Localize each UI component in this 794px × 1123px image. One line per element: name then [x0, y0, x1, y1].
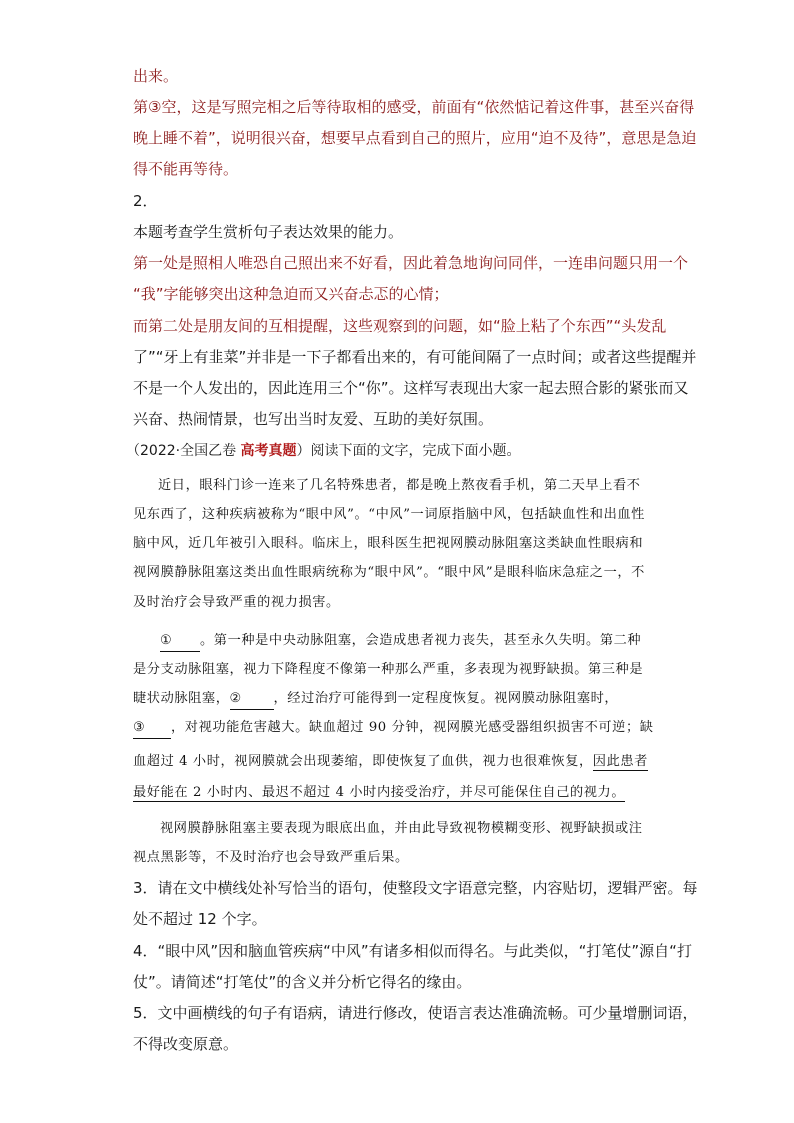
answer-point2-line2: 了”“牙上有韭菜”并非是一下子都看出来的，有可能间隔了一点时间；或者这些提醒并 — [133, 348, 697, 366]
question-3-line2: 处不超过 12 个字。 — [133, 910, 267, 928]
passage-p2-line4: ③ ，对视功能危害越大。缺血超过 90 分钟，视网膜光感受器组织损害不可逆；缺 — [133, 718, 654, 739]
blank-3[interactable]: ③ — [133, 718, 171, 739]
question-source: （2022·全国乙卷 — [126, 443, 237, 459]
passage-p1-line4: 视网膜静脉阻塞这类出血性眼病统称为“眼中风”。“眼中风”是眼科临床急症之一，不 — [133, 565, 645, 580]
answer-blank3-line2: 晚上睡不着”，说明很兴奋，想要早点看到自己的照片，应用“迫不及待”，意思是急迫 — [133, 129, 697, 147]
exam-tag: 高考真题 — [240, 443, 297, 459]
underlined-sentence: 最好能在 2 小时内、最迟不超过 4 小时内接受治疗，并尽可能保住自己的视力。 — [133, 785, 626, 800]
question-3-line1: 3．请在文中横线处补写恰当的语句，使整段文字语意完整，内容贴切，逻辑严密。每 — [133, 879, 698, 897]
answer-blank3-line3: 得不能再等待。 — [133, 160, 239, 178]
passage-p2-line3: 睫状动脉阻塞，② ，经过治疗可能得到一定程度恢复。视网膜动脉阻塞时， — [133, 689, 618, 710]
question-4-line1: 4．“眼中风”因和脑血管疾病“中风”有诸多相似而得名。与此类似，“打笔仗”源自“打 — [133, 942, 692, 960]
question-5-line2: 不得改变原意。 — [133, 1035, 239, 1053]
answer-point2-line4: 兴奋、热闹情景，也写出当时友爱、互助的美好氛围。 — [133, 410, 494, 428]
answer-intro: 本题考查学生赏析句子表达效果的能力。 — [133, 223, 404, 241]
answer-blank3-line1: 第③空，这是写照完相之后等待取相的感受，前面有“依然惦记着这件事，甚至兴奋得 — [133, 98, 695, 116]
passage-p1-line5: 及时治疗会导致严重的视力损害。 — [133, 595, 340, 610]
passage-p2-line2: 是分支动脉阻塞，视力下降程度不像第一种那么严重，多表现为视野缺损。第三种是 — [133, 662, 644, 677]
blank-1[interactable]: ① — [160, 631, 200, 652]
answer-continuation: 出来。 — [133, 67, 179, 85]
passage-p1-line3: 脑中风，近几年被引入眼科。临床上，眼科医生把视网膜动脉阻塞这类缺血性眼病和 — [133, 536, 644, 551]
question-5-line1: 5．文中画横线的句子有语病，请进行修改，使语言表达准确流畅。可少量增删词语， — [133, 1004, 698, 1022]
answer-point1-line1: 第一处是照相人唯恐自己照出来不好看，因此着急地询问同伴，一连串问题只用一个 — [133, 254, 689, 272]
blank-2[interactable]: ② — [230, 689, 274, 710]
passage-p1-line1: 近日，眼科门诊一连来了几名特殊患者，都是晚上熬夜看手机，第二天早上看不 — [158, 478, 641, 493]
passage-p3-line1: 视网膜静脉阻塞主要表现为眼底出血，并由此导致视物模糊变形、视野缺损或注 — [160, 821, 643, 836]
passage-p3-line2: 视点黑影等，不及时治疗也会导致严重后果。 — [133, 850, 409, 865]
passage-p1-line2: 见东西了，这种疾病被称为“眼中风”。“中风”一词原指脑中风，包括缺血性和出血性 — [133, 507, 645, 522]
answer-point2-line1: 而第二处是朋友间的互相提醒，这些观察到的问题，如“脸上粘了个东西”“头发乱 — [133, 317, 667, 335]
passage-p2-line5: 血超过 4 小时，视网膜就会出现萎缩，即使恢复了血供，视力也很难恢复，因此患者 — [133, 754, 648, 769]
question-instruction: ）阅读下面的文字，完成下面小题。 — [296, 443, 521, 459]
question-4-line2: 仗”。请简述“打笔仗”的含义并分析它得名的缘由。 — [133, 973, 472, 991]
answer-point2-line3: 不是一个人发出的，因此连用三个“你”。这样写表现出大家一起去照合影的紧张而又 — [133, 379, 689, 397]
passage-p2-line6 — [133, 783, 625, 803]
question-header — [126, 441, 521, 461]
answer-number-2: 2． — [133, 192, 158, 210]
answer-point1-line2: “我”字能够突出这种急迫而又兴奋忐忑的心情； — [133, 285, 449, 303]
passage-p2-line1: ① 。第一种是中央动脉阻塞，会造成患者视力丧失，甚至永久失明。第二种 — [160, 631, 641, 652]
underlined-sentence-start: 因此患者 — [592, 754, 648, 769]
